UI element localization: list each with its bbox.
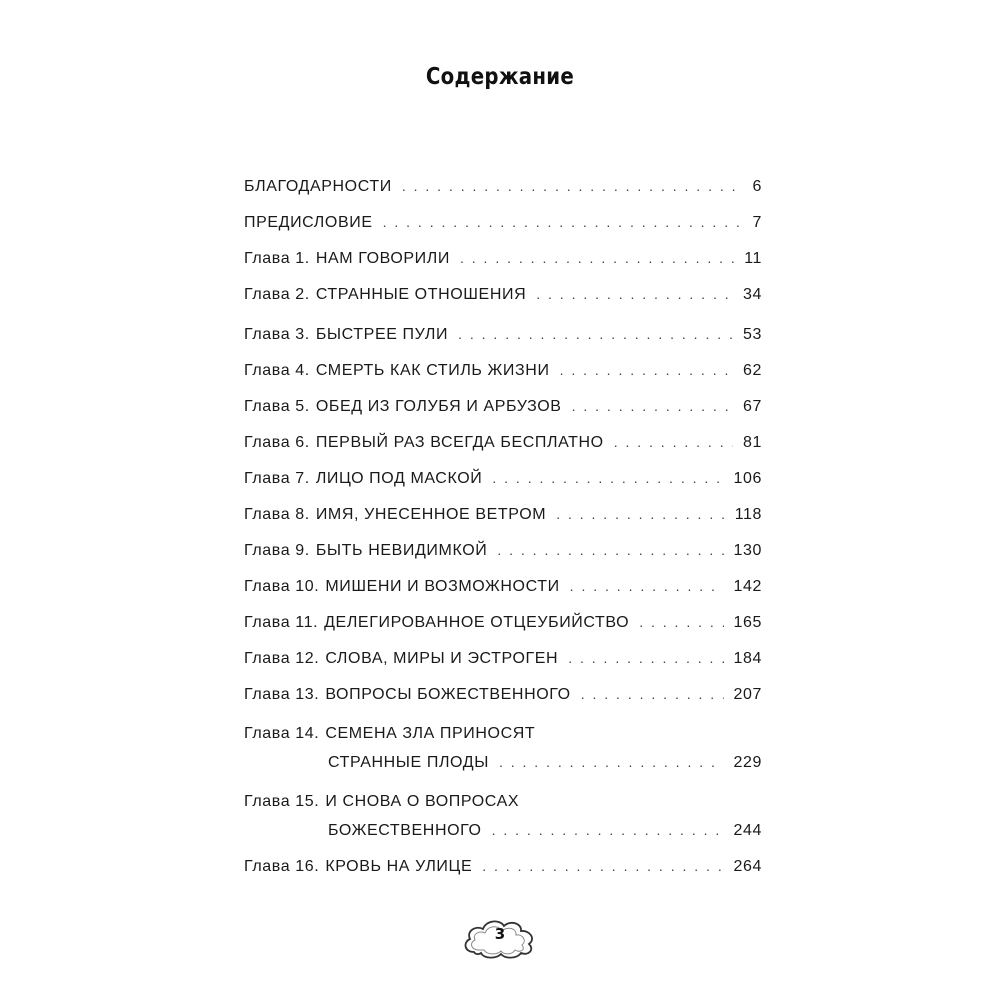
toc-entry-label: Глава 11. [244,614,319,631]
toc-entry-label: Глава 8. [244,506,310,523]
dot-leader [639,608,723,636]
toc-entry-title: И СНОВА О ВОПРОСАХ [325,793,520,810]
toc-entry-label: Глава 14. [244,725,320,742]
dot-leader [560,356,733,384]
toc-entry [244,280,762,308]
toc-entry-page: 34 [743,286,762,303]
toc-entry-page: 11 [744,250,762,267]
toc-entry-title: СЕМЕНА ЗЛА ПРИНОСЯТ [325,725,536,742]
toc-entry-label: Глава 1. [244,250,310,267]
toc-entry-label: Глава 15. [244,793,320,810]
dot-leader [570,572,724,600]
toc-entry-label: БЛАГОДАРНОСТИ [244,178,392,195]
toc-entry [244,788,762,844]
toc-entry-page: 62 [743,362,762,379]
toc-entry [244,356,762,384]
toc-entry-page: 142 [733,578,762,595]
toc-entry-page: 106 [733,470,762,487]
toc-entry-page: 130 [733,542,762,559]
toc-entry [244,644,762,672]
toc-entry-title: МИШЕНИ И ВОЗМОЖНОСТИ [325,578,560,595]
dot-leader [572,392,733,420]
toc-entry-title-continued: БОЖЕСТВЕННОГО [328,822,482,839]
toc-entry [244,244,762,272]
toc-entry-page: 165 [733,614,762,631]
dot-leader [482,852,723,880]
toc-entry [244,572,762,600]
toc-entry-page: 244 [733,822,762,839]
toc-entry-title: ЛИЦО ПОД МАСКОЙ [315,470,483,487]
toc-entry [244,208,762,236]
toc-entry-title: КРОВЬ НА УЛИЦЕ [325,858,473,875]
toc-entry-title: СТРАННЫЕ ОТНОШЕНИЯ [315,286,527,303]
toc-entry-label: Глава 7. [244,470,310,487]
toc-entry-label: Глава 13. [244,686,320,703]
page-number: 3 [494,925,506,943]
dot-leader [556,500,725,528]
toc-entry-label: Глава 4. [244,362,310,379]
toc-entry [244,608,762,636]
table-of-contents [244,172,762,880]
dot-leader [383,208,743,236]
toc-entry-label: Глава 12. [244,650,320,667]
toc-entry-title: ВОПРОСЫ БОЖЕСТВЕННОГО [325,686,571,703]
toc-entry [244,320,762,348]
dot-leader [536,280,733,308]
dot-leader [614,428,733,456]
page-title: Содержание [425,64,575,90]
dot-leader [492,464,723,492]
toc-entry [244,536,762,564]
toc-entry-label: Глава 16. [244,858,320,875]
toc-entry [244,852,762,880]
toc-entry-label: Глава 2. [244,286,310,303]
toc-entry-title: ДЕЛЕГИРОВАННОЕ ОТЦЕУБИЙСТВО [324,614,630,631]
toc-entry-title-continued: СТРАННЫЕ ПЛОДЫ [328,754,489,771]
toc-entry-title: БЫСТРЕЕ ПУЛИ [315,326,449,343]
toc-entry-label: Глава 3. [244,326,310,343]
toc-entry-title: БЫТЬ НЕВИДИМКОЙ [315,542,488,559]
toc-entry [244,500,762,528]
dot-leader [581,680,724,708]
toc-entry-page: 6 [752,178,762,195]
page-number-badge [460,912,540,964]
toc-entry-title: НАМ ГОВОРИЛИ [315,250,450,267]
toc-entry-label: Глава 6. [244,434,310,451]
toc-entry-title: ИМЯ, УНЕСЕННОЕ ВЕТРОМ [315,506,547,523]
toc-entry [244,392,762,420]
toc-entry [244,172,762,200]
toc-entry-page: 207 [733,686,762,703]
toc-entry-title: СЛОВА, МИРЫ И ЭСТРОГЕН [325,650,559,667]
toc-entry-page: 229 [733,754,762,771]
dot-leader [568,644,723,672]
dot-leader [497,536,723,564]
toc-entry [244,464,762,492]
toc-entry [244,428,762,456]
toc-entry-page: 184 [733,650,762,667]
toc-entry-title: СМЕРТЬ КАК СТИЛЬ ЖИЗНИ [315,362,550,379]
toc-entry-label: Глава 5. [244,398,310,415]
toc-entry-title: ОБЕД ИЗ ГОЛУБЯ И АРБУЗОВ [315,398,562,415]
toc-entry-label: Глава 10. [244,578,320,595]
toc-entry-page: 7 [752,214,762,231]
dot-leader [402,172,743,200]
toc-entry-title: ПЕРВЫЙ РАЗ ВСЕГДА БЕСПЛАТНО [315,434,604,451]
toc-entry [244,680,762,708]
toc-entry-page: 53 [743,326,762,343]
toc-entry-page: 81 [743,434,762,451]
dot-leader [458,320,733,348]
dot-leader [460,244,734,272]
toc-entry-page: 264 [733,858,762,875]
toc-entry [244,720,762,776]
toc-entry-label: Глава 9. [244,542,310,559]
toc-entry-page: 67 [743,398,762,415]
toc-entry-page: 118 [734,506,762,523]
dot-leader [499,748,724,776]
toc-entry-label: ПРЕДИСЛОВИЕ [244,214,373,231]
dot-leader [492,816,724,844]
